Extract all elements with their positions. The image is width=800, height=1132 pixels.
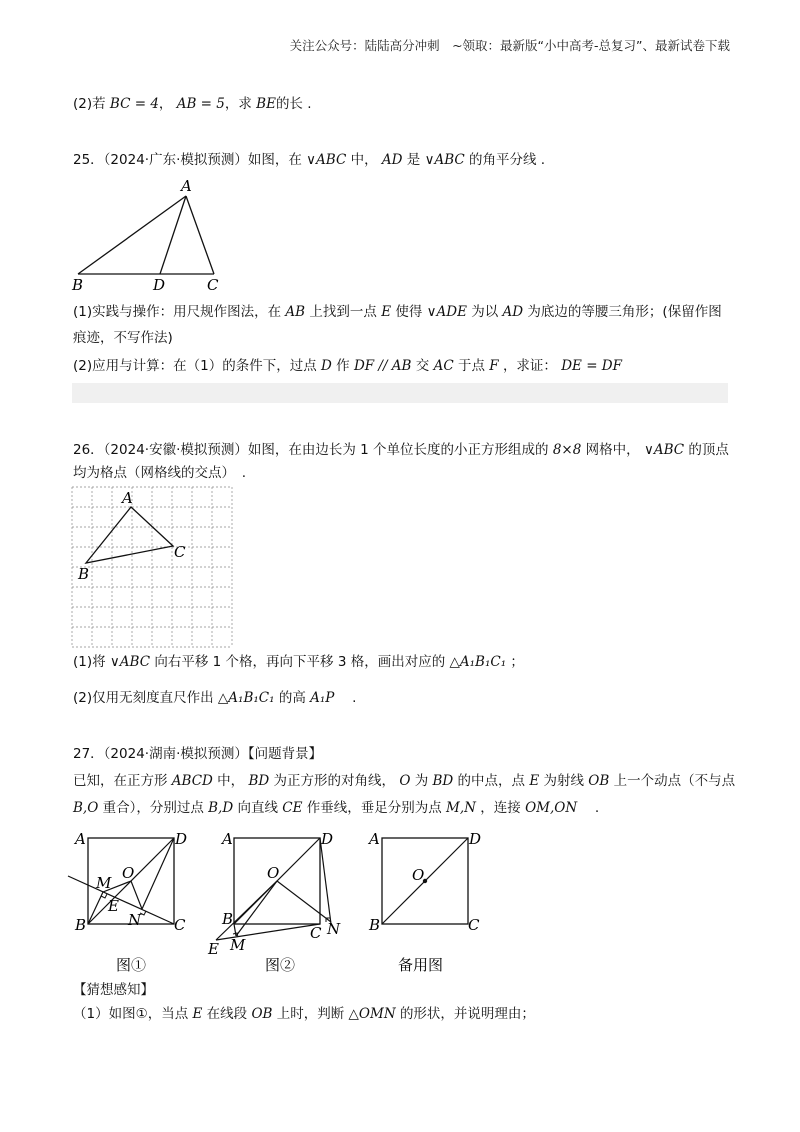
side-ac	[186, 196, 214, 274]
text: 已知，在正方形	[73, 773, 168, 789]
math: OB	[588, 773, 610, 789]
math: A₁P	[310, 690, 335, 706]
text: (1)实践与操作：用尺规作图法，在	[73, 304, 282, 320]
label-o: O	[267, 864, 280, 882]
segment-om	[236, 881, 277, 936]
text: 网格中，	[585, 442, 640, 458]
label-a: A	[369, 830, 380, 848]
q26-heading	[73, 440, 729, 460]
q27-line-1	[73, 771, 735, 791]
q27-figure-backup	[360, 826, 500, 976]
text: 重合），分别过点	[102, 800, 204, 816]
text: 是	[406, 152, 421, 168]
q25-part-1-cont: 痕迹，不写作法)	[73, 330, 173, 346]
math: ∨ABC	[643, 442, 685, 458]
segment-on	[277, 881, 331, 922]
q27-line-2	[73, 798, 599, 818]
label-c: C	[468, 916, 480, 934]
text: 的顶点	[688, 442, 729, 458]
q25-heading	[73, 150, 545, 170]
label-b: B	[75, 916, 87, 934]
q26-part-1	[73, 652, 524, 672]
math: BD	[248, 773, 270, 789]
figure-2-caption: 图②	[265, 956, 296, 974]
label-b: B	[78, 565, 90, 583]
math: OB	[251, 1006, 273, 1022]
math: AD	[502, 304, 524, 320]
label-m: M	[230, 936, 246, 954]
text: ，求	[224, 96, 252, 112]
label-e: E	[208, 940, 219, 958]
math: BD	[432, 773, 454, 789]
math: CE	[282, 800, 303, 816]
text: (2)应用与计算：在（1）的条件下，过点	[73, 358, 317, 374]
q27-guess-heading: 【猜想感知】	[73, 982, 154, 998]
text: 为底边的等腰三角形；(保留作图	[527, 304, 722, 320]
text: 的角平分线 .	[469, 152, 546, 168]
text: 向右平移 1 个格，再向下平移 3 格，画出对应的	[154, 654, 446, 670]
math: BC = 4	[109, 96, 159, 112]
text: ，连接	[480, 800, 521, 816]
math: DF // AB	[353, 358, 412, 374]
math: E	[529, 773, 540, 789]
label-a: A	[181, 177, 192, 195]
label-d: D	[175, 830, 188, 848]
math: E	[192, 1006, 203, 1022]
label-d: D	[469, 830, 482, 848]
text: (1)将	[73, 654, 106, 670]
label-e: E	[108, 897, 119, 915]
q27-figure-2	[202, 826, 352, 976]
math: AC	[433, 358, 454, 374]
math: ABCD	[171, 773, 213, 789]
math: 8×8	[552, 442, 582, 458]
label-b: B	[222, 910, 234, 928]
math: ∨ABC	[306, 152, 347, 168]
math: AB	[285, 304, 306, 320]
text: 向直线	[237, 800, 278, 816]
math: AD	[381, 152, 403, 168]
math: B,D	[208, 800, 234, 816]
text: 为正方形的对角线，	[273, 773, 396, 789]
label-n: N	[128, 911, 142, 929]
label-n: N	[327, 920, 341, 938]
text: 上找到一点	[309, 304, 377, 320]
text: 上时，判断	[276, 1006, 345, 1022]
segment-ad	[160, 196, 186, 274]
label-d: D	[153, 276, 166, 294]
text: 为射线	[543, 773, 584, 789]
math: D	[321, 358, 332, 374]
text: ；	[510, 654, 524, 670]
text: 25．（2024·广东·模拟预测）如图，在	[73, 152, 302, 168]
q26-grid-figure	[70, 485, 240, 650]
label-m: M	[96, 874, 112, 892]
text: ，	[158, 96, 173, 112]
label-a: A	[122, 489, 133, 507]
math: △OMN	[348, 1006, 396, 1022]
text: 中，	[217, 773, 245, 789]
math: ∨ADE	[426, 304, 467, 320]
text: 使得	[395, 304, 423, 320]
text: 上一个动点（不与点	[613, 773, 736, 789]
label-d: D	[321, 830, 334, 848]
figure-1-caption: 图①	[116, 956, 147, 974]
text: （1）如图①，当点	[73, 1006, 189, 1022]
text: 为以	[471, 304, 499, 320]
math: △A₁B₁C₁	[217, 690, 275, 706]
triangle-abc	[86, 507, 173, 563]
q25-triangle-figure	[68, 176, 238, 296]
text: .	[581, 800, 600, 816]
text: .	[338, 690, 357, 706]
text: 交	[415, 358, 430, 374]
text: (2)仅用无刻度直尺作出	[73, 690, 214, 706]
text: 的形状，并说明理由；	[399, 1006, 535, 1022]
text: 在线段	[206, 1006, 248, 1022]
text: (2)若	[73, 96, 106, 112]
q25-part-2	[73, 356, 622, 376]
page-header: 关注公众号：陆陆高分冲刺 ~领取：最新版“小中高考-总复习”、最新试卷下载	[289, 38, 730, 53]
math: ∨ABC	[424, 152, 465, 168]
math: F	[489, 358, 499, 374]
label-c: C	[207, 276, 219, 294]
label-b: B	[369, 916, 381, 934]
math: AB = 5	[176, 96, 225, 112]
segment-bm	[234, 924, 236, 936]
side-ab	[78, 196, 186, 274]
answer-area-divider	[72, 383, 728, 403]
text: 为	[414, 773, 429, 789]
label-o: O	[122, 864, 135, 882]
math: OM,ON	[525, 800, 578, 816]
label-o: O	[412, 866, 425, 884]
text: ，求证：	[502, 358, 557, 374]
q25-part-1	[73, 302, 722, 322]
text: 的长 .	[275, 96, 312, 112]
q27-heading: 27．（2024·湖南·模拟预测）【问题背景】	[73, 746, 323, 762]
prev-question-part-2	[73, 94, 312, 114]
math: BE	[256, 96, 276, 112]
math: O	[399, 773, 411, 789]
segment-dn	[142, 838, 174, 909]
label-a: A	[222, 830, 233, 848]
label-c: C	[310, 924, 322, 942]
label-c: C	[174, 916, 186, 934]
text: 中，	[350, 152, 378, 168]
segment-bm	[88, 892, 103, 924]
q27-guess-part-1	[73, 1004, 535, 1024]
q26-heading-cont: 均为格点（网格线的交点） .	[73, 465, 247, 481]
q27-figure-1	[66, 826, 206, 976]
q26-part-2	[73, 688, 356, 708]
backup-figure-caption: 备用图	[398, 956, 444, 974]
text: 作垂线，垂足分别为点	[306, 800, 442, 816]
math: M,N	[446, 800, 476, 816]
grid-8x8	[72, 487, 232, 647]
label-c: C	[174, 543, 186, 561]
math: ∨ABC	[109, 654, 151, 670]
label-b: B	[72, 276, 84, 294]
segment-dn	[320, 838, 331, 924]
text: 于点	[457, 358, 485, 374]
label-a: A	[75, 830, 86, 848]
text: 26．（2024·安徽·模拟预测）如图，在由边长为 1 个单位长度的小正方形组成的	[73, 442, 549, 458]
math: E	[381, 304, 392, 320]
text: 的高	[278, 690, 306, 706]
math: B,O	[73, 800, 99, 816]
text: 作	[336, 358, 350, 374]
math: DE = DF	[561, 358, 622, 374]
text: 的中点，点	[457, 773, 526, 789]
math: △A₁B₁C₁	[449, 654, 507, 670]
